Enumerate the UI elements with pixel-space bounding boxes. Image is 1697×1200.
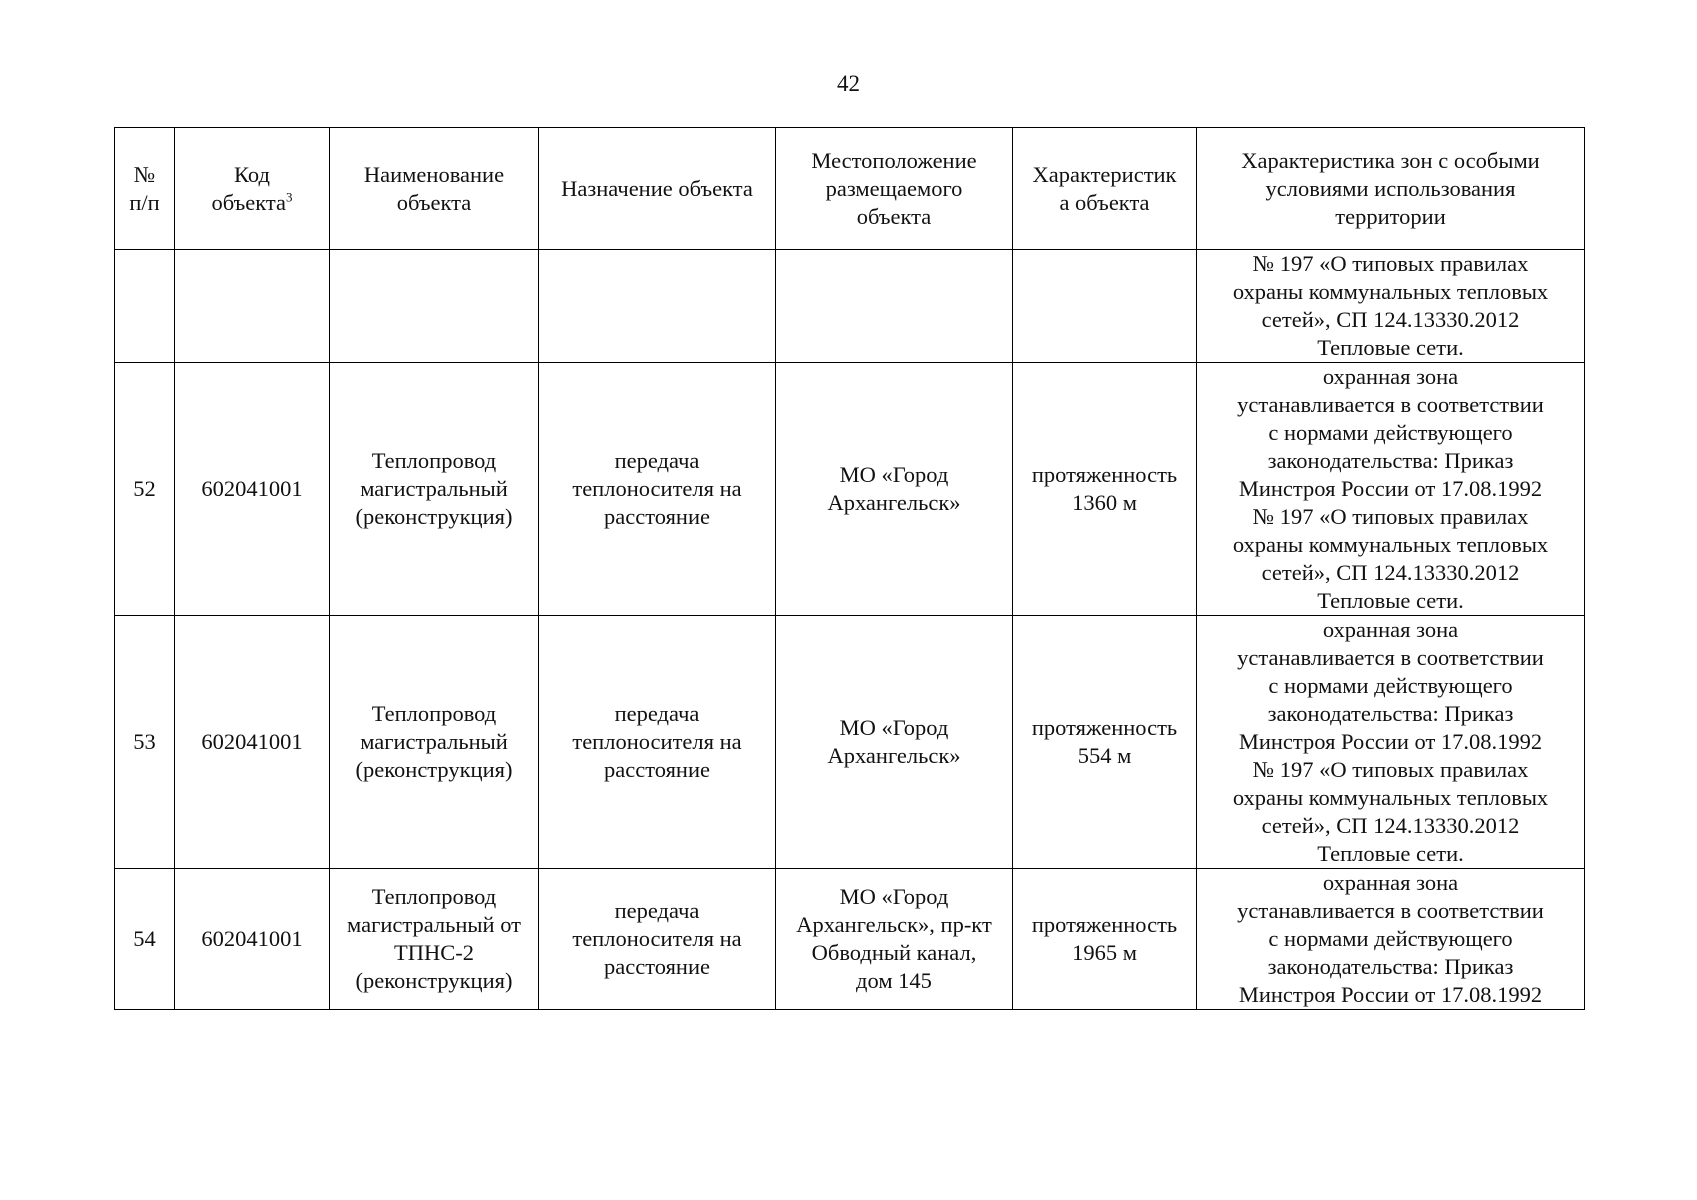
cell-zones: № 197 «О типовых правилах охраны коммунальных тепловых сетей», СП 124.13330.2012 Тепловые сети. [1197,250,1585,363]
table-row [115,363,1585,616]
header-characteristic: Характеристик а объекта [1013,128,1197,250]
header-purpose: Назначение объекта [539,128,776,250]
objects-table [114,127,1585,1010]
cell-code: 602041001 [175,616,330,869]
table-row [115,869,1585,1010]
cell-num [115,250,175,363]
header-num: № п/п [115,128,175,250]
cell-purpose: передача теплоносителя на расстояние [539,363,776,616]
header-name: Наименование объекта [330,128,539,250]
header-zones: Характеристика зон с особыми условиями использования территории [1197,128,1585,250]
header-location: Местоположение размещаемого объекта [776,128,1013,250]
cell-code: 602041001 [175,363,330,616]
cell-location: МО «Город Архангельск» [776,363,1013,616]
cell-num: 54 [115,869,175,1010]
cell-code [175,250,330,363]
cell-num: 53 [115,616,175,869]
table-row [115,616,1585,869]
cell-purpose [539,250,776,363]
cell-name: Теплопровод магистральный (реконструкция) [330,616,539,869]
cell-location [776,250,1013,363]
cell-characteristic: протяженность 1360 м [1013,363,1197,616]
cell-characteristic [1013,250,1197,363]
cell-num: 52 [115,363,175,616]
cell-purpose: передача теплоносителя на расстояние [539,869,776,1010]
cell-characteristic: протяженность 554 м [1013,616,1197,869]
cell-name: Теплопровод магистральный (реконструкция) [330,363,539,616]
header-code: Код объекта$^3$ [175,128,330,250]
page-number: 42 [837,71,860,96]
cell-zones: охранная зона устанавливается в соответствии с нормами действующего законодательства: Приказ Минстроя России от 17.08.1992 № 197 «О типовых правилах охраны коммунальных тепловых сетей», СП 124.13330.2012 Тепловые сети. [1197,363,1585,616]
table-header-row [115,128,1585,250]
footnote-marker: 3 [286,189,293,204]
cell-location: МО «Город Архангельск» [776,616,1013,869]
cell-zones: охранная зона устанавливается в соответствии с нормами действующего законодательства: Приказ Минстроя России от 17.08.1992 № 197 «О типовых правилах охраны коммунальных тепловых сетей», СП 124.13330.2012 Тепловые сети. [1197,616,1585,869]
cell-location: МО «Город Архангельск», пр-кт Обводный канал, дом 145 [776,869,1013,1010]
cell-purpose: передача теплоносителя на расстояние [539,616,776,869]
cell-code: 602041001 [175,869,330,1010]
cell-zones: охранная зона устанавливается в соответствии с нормами действующего законодательства: Приказ Минстроя России от 17.08.1992 [1197,869,1585,1010]
table-row-continuation [115,250,1585,363]
cell-characteristic: протяженность 1965 м [1013,869,1197,1010]
cell-name [330,250,539,363]
cell-name: Теплопровод магистральный от ТПНС-2 (реконструкция) [330,869,539,1010]
